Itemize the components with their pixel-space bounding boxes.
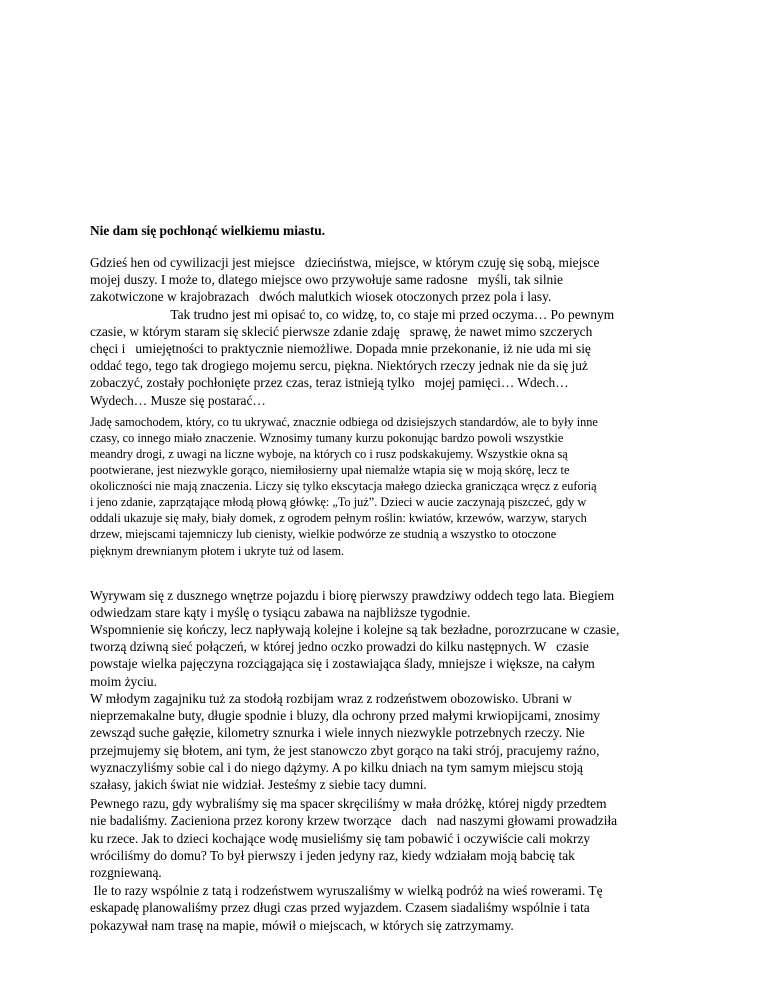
document-page: [90, 222, 690, 934]
paragraph-4: Pewnego razu, gdy wybraliśmy się ma spacer skręciliśmy w mała dróżkę, której nigdy przedtem nie badaliśmy. Zacieniona przez korony krzew tworzące dach nad naszymi głowami prowadziła ku rzece. Jak to dzieci kochające wodę musieliśmy się tam pobawić i oczywiście cali mokrzy wróciliśmy do domu? To był pierwszy i jeden jedyny raz, kiedy wdziałam moją babcię tak rozgniewaną.: [90, 796, 618, 880]
paragraph-3: Wyrywam się z dusznego wnętrze pojazdu i biorę pierwszy prawdziwy oddech tego lata. Biegiem odwiedzam stare kąty i myślę o tysiącu zabawa na najbliższe tygodnie. Wspomnienie się kończy, lecz napływają kolejne i kolejne są tak bezładne, porozrzucane w czasie, tworzą dziwną sieć połączeń, w której jedno oczko prowadzi do kilku następnych. W czasie powstaje wielka pajęczyna rozciągająca się i zostawiająca ślady, mniejsze i większe, na całym moim życiu. W młodym zagajniku tuż za stodołą rozbijam wraz z rodzeństwem obozowisko. Ubrani w nieprzemakalne buty, długie spodnie i bluzy, dla ochrony przed małymi krwiopijcami, znosimy zewsząd suche gałęzie, kilometry sznurka i wiele innych niezwykle potrzebnych rzeczy. Nie przejmujemy się błotem, ani tym, że jest stanowczo zbyt gorąco na taki strój, pracujemy raźno, wyznaczyliśmy sobie cal i do niego dążymy. A po kilku dniach na tym samym miejscu stoją szałasy, jakich świat nie widział. Jesteśmy z siebie tacy dumni.: [90, 587, 620, 792]
paragraph-1: Gdzieś hen od cywilizacji jest miejsce dzieciństwa, miejsce, w którym czuję się sobą, miejsce mojej duszy. I może to, dlatego miejsce owo przywołuje same radosne myśli, tak silnie zakotwiczone w krajobrazach dwóch malutkich wiosek otoczonych przez pola i lasy. Tak trudno jest mi opisać to, co widzę, to, co staje mi przed oczyma… Po pewnym czasie, w którym staram się sklecić pierwsze zdanie zdaję sprawę, że nawet mimo szczerych chęci i umiejętności to praktycznie niemożliwe. Dopada mnie przekonanie, iż nie uda mi się oddać tego, tego tak drogiego mojemu sercu, piękna. Niektórych rzeczy jednak nie da się już zobaczyć, zostały pochłonięte przez czas, teraz istnieją tylko mojej pamięci… Wdech… Wydech… Musze się postarać…: [90, 255, 615, 408]
paragraph-2: Jadę samochodem, który, co tu ukrywać, znacznie odbiega od dzisiejszych standardów, ale to były inne czasy, co innego miało znaczenie. Wznosimy tumany kurzu pokonując bardzo powoli wszystkie meandry drogi, z uwagi na liczne wyboje, na których co i rusz podskakujemy. Wszystkie okna są pootwierane, jest niezwykle gorąco, niemiłosierny upał niemalże wtapia się w moją skórę, lecz te okoliczności nie mają znaczenia. Liczy się tylko ekscytacja małego dziecka granicząca wręcz z euforią i jeno zdanie, zaprzątające młodą płową główkę: „To już”. Dzieci w aucie zaczynają piszczeć, gdy w oddali ukazuje się mały, biały domek, z ogrodem pełnym roślin: kwiatów, krzewów, warzyw, starych drzew, miejscami tajemniczy lub cienisty, wielkie podwórze ze studnią a wszystko to otoczone pięknym drewnianym płotem i ukryte tuż od lasem.: [90, 414, 598, 558]
document-title: Nie dam się pochłonąć wielkiemu miastu.: [90, 223, 326, 238]
paragraph-5: Ile to razy wspólnie z tatą i rodzeństwem wyruszaliśmy w wielką podróż na wieś rowerami. Tę eskapadę planowaliśmy przez długi czas przed wyjazdem. Czasem siadaliśmy wspólnie i tata pokazywał nam trasę na mapie, mówił o miejscach, w których się zatrzymamy.: [90, 883, 603, 933]
